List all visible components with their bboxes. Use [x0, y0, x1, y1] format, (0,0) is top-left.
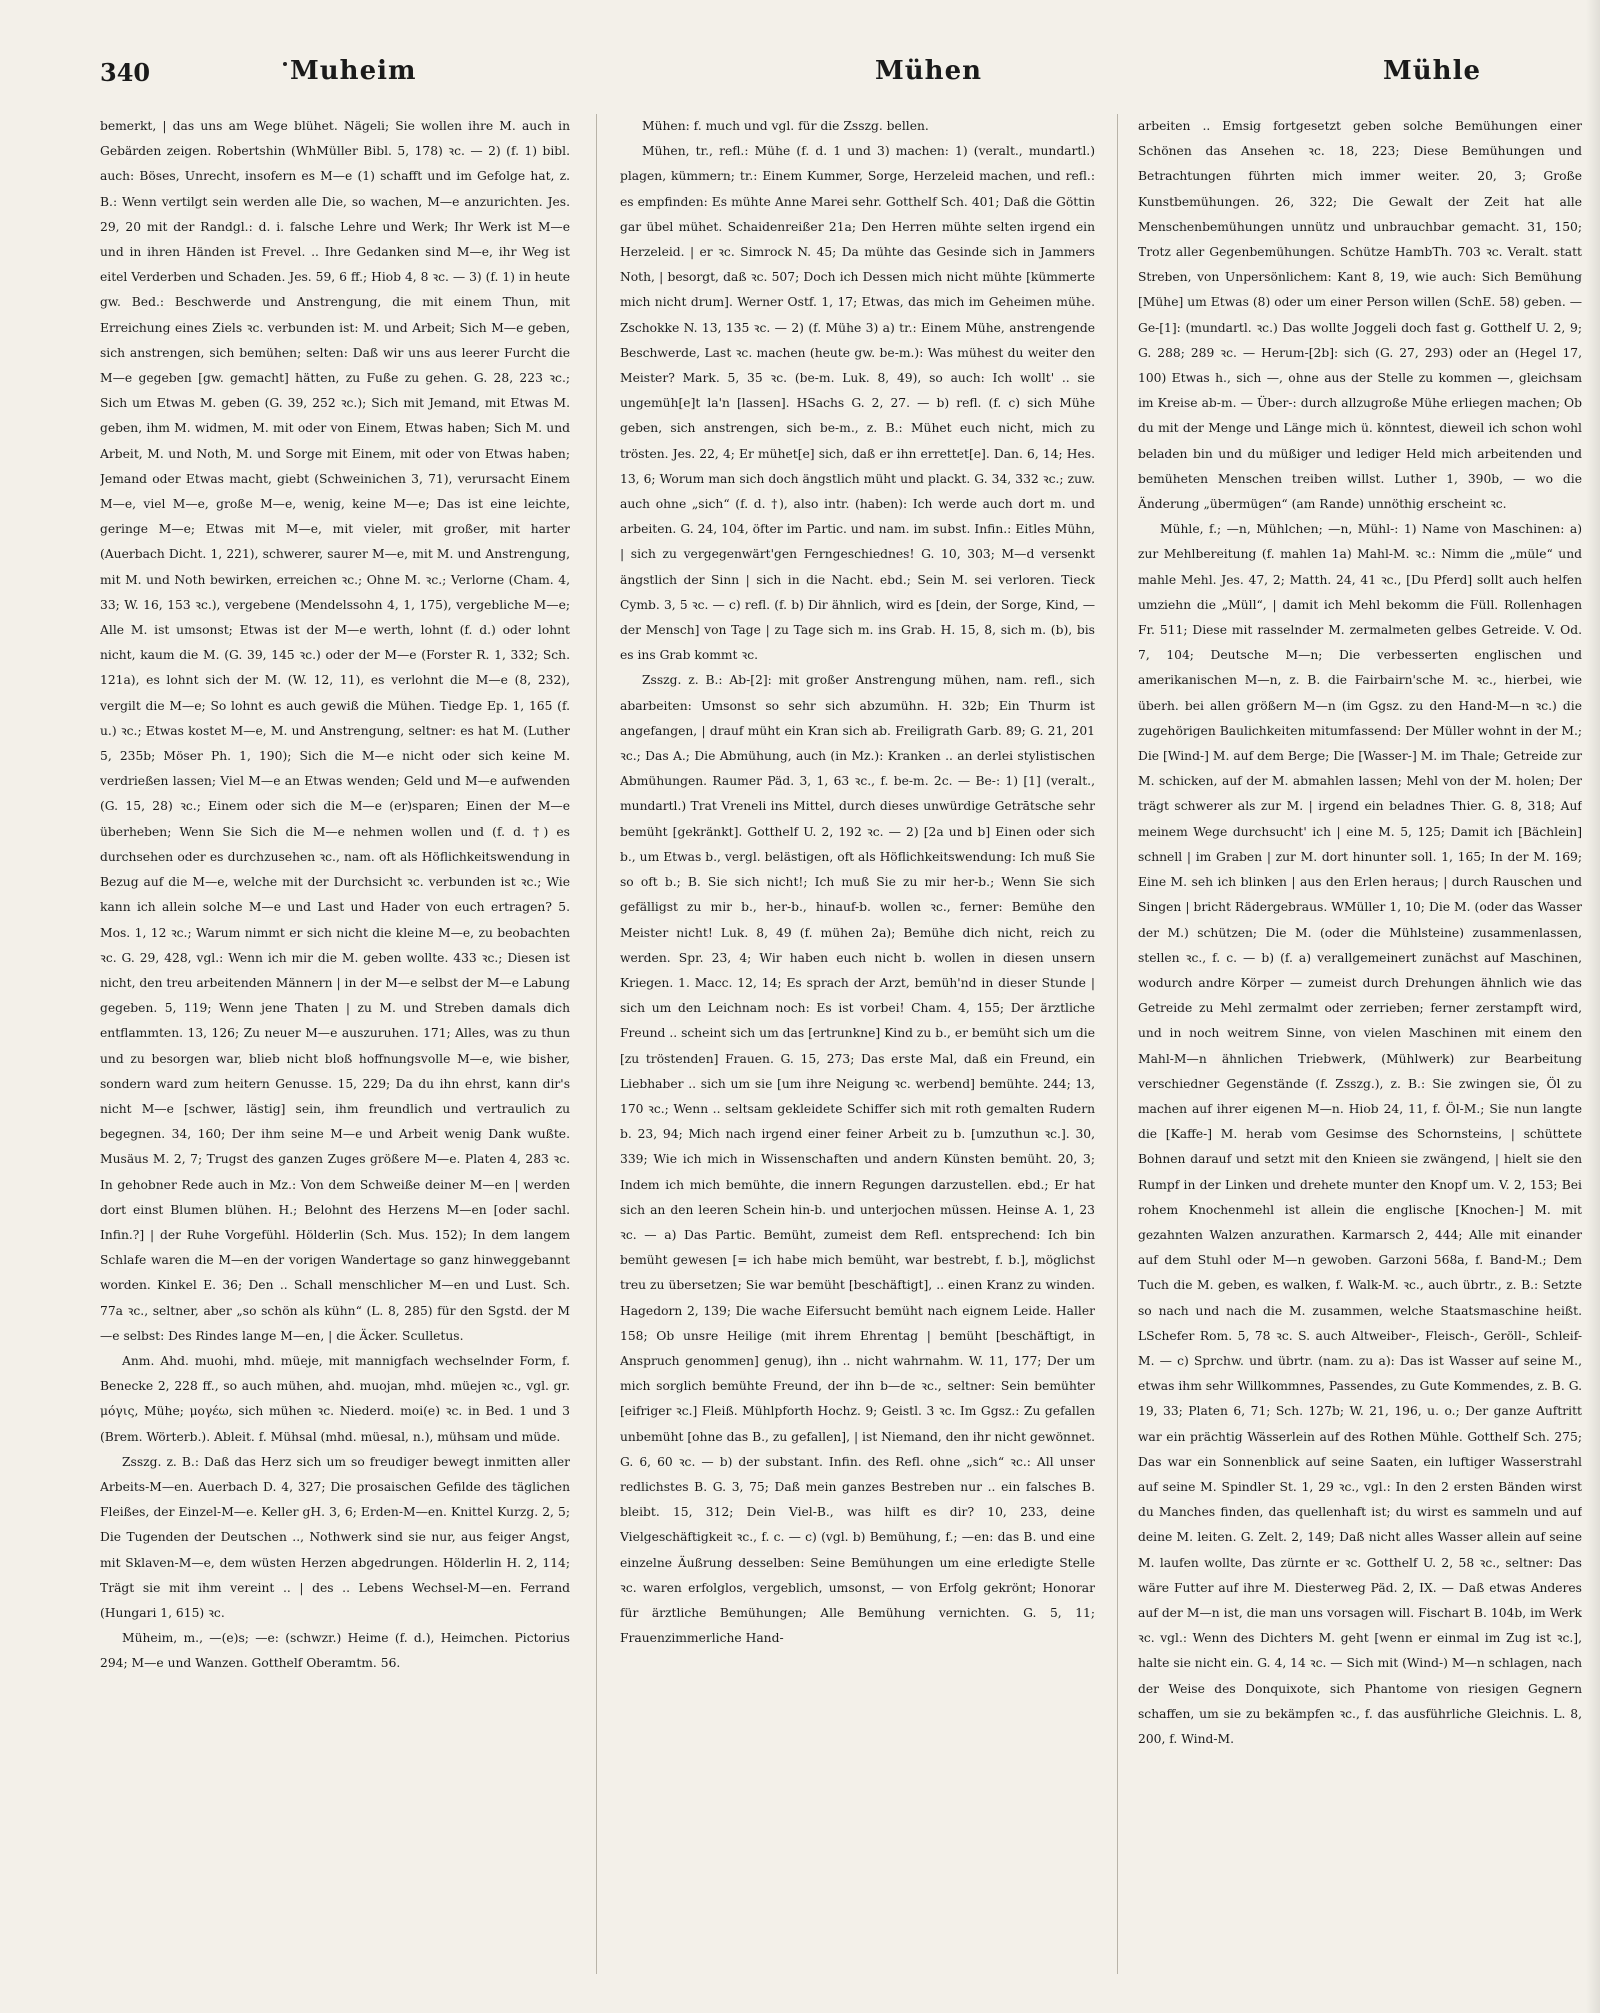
entry-paragraph: Mühle, f.; —n, Mühlchen; —n, Mühl-: 1) Name von Maschinen: a) zur Mehlbereitung (f. mahlen 1a) Mahl-M. ꝛc.: Nimm die „müle“ und mahle Mehl. Jes. 47, 2; Matth. 24, 41 ꝛc., [Du Pferd] sollt auch helfen umziehn die „Müll“, | damit ich Mehl bekomm die Füll. Rollenhagen Fr. 511; Diese mit rasselnder M. zermalmeten gelbes Getreide. V. Od. 7, 104; Deutsche M—n; Die verbesserten englischen und amerikanischen M—n, z. B. die Fairbairn'sche M. ꝛc., hierbei, wie überh. bei allen größern M—n (im Ggsz. zu den Hand-M—n ꝛc.) die zugehörigen Baulichkeiten mitumfassend: Der Müller wohnt in der M.; Die [Wind-] M. auf dem Berge; Die [Wasser-] M. im Thale; Getreide zur M. schicken, auf der M. abmahlen lassen; Mehl von der M. holen; Der trägt schwerer als zur M. | irgend ein beladnes Thier. G. 8, 318; Auf meinem Wege durchsucht' ich | eine M. 5, 125; Damit ich [Bächlein] schnell | im Graben | zur M. dort hinunter soll. 1, 165; In der M. 169; Eine M. seh ich blinken | aus den Erlen heraus; | durch Rauschen und Singen | bricht Rädergebraus. WMüller 1, 10; Die M. (oder das Wasser der M.) schützen; Die M. (oder die Mühlsteine) zusammenlassen, stellen ꝛc., f. c. — b) (f. a) verallgemeinert zunächst auf Maschinen, wodurch andre Körper — zumeist durch Drehungen ähnlich wie das Getreide zu Mehl zermalmt oder zerrieben; ferner zerstampft wird, und in noch weitrem Sinne, von vielen Maschinen mit einem den Mahl-M—n ähnlichen Triebwerk, (Mühlwerk) zur Bearbeitung verschiedner Gegenstände (f. Zsszg.), z. B.: Sie zwingen sie, Öl zu machen auf ihrer eigenen M—n. Hiob 24, 11, f. Öl-M.; Sie nun langte die [Kaffe-] M. herab vom Gesimse des Schornsteins, | schüttete Bohnen darauf und setzt mit den Knieen sie zwängend, | hielt sie den Rumpf in der Linken und drehete munter den Knopf um. V. 2, 153; Bei rohem Knochenmehl ist allein die englische [Knochen-] M. mit gezahnten Walzen anzurathen. Karmarsch 2, 444; Alle mit einander auf dem Stuhl oder M—n gewoben. Garzoni 568a, f. Band-M.; Dem Tuch die M. geben, es walken, f. Walk-M. ꝛc., auch übrtr., z. B.: Setzte so nach und nach die M. zusammen, welche Staatsmaschine heißt. LSchefer Rom. 5, 78 ꝛc. S. auch Altweiber-, Fleisch-, Geröll-, Schleif-M. — c) Sprchw. und übrtr. (nam. zu a): Das ist Wasser auf seine M., etwas ihm sehr Willkommnes, Passendes, zu Gute Kommendes, z. B. G. 19, 33; Platen 6, 71; Sch. 127b; W. 21, 196, u. o.; Der ganze Auftritt war ein prächtig Wässerlein auf des Rothen Mühle. Gotthelf Sch. 275; Das war ein Sonnenblick auf seine Saaten, ein luftiger Wasserstrahl auf seine M. Spindler St. 1, 29 ꝛc., vgl.: In den 2 ersten Bänden wirst du Manches finden, das quellenhaft ist; du wirst es sammeln und auf deine M. leiten. G. Zelt. 2, 149; Daß nicht alles Wasser allein auf seine M. laufen wollte, Das zürnte er ꝛc. Gotthelf U. 2, 58 ꝛc., seltner: Das wäre Futter auf ihre M. Diesterweg Päd. 2, IX. — Daß etwas Anderes auf der M—n ist, die man uns vorsagen will. Fischart B. 104b, im Werk ꝛc. vgl.: Wenn des Dichters M. geht [wenn er einmal im Zug ist ꝛc.], halte sie nicht ein. G. 4, 14 ꝛc. — Sich mit (Wind-) M—n schlagen, nach der Weise des Donquixote, sich Phantome von riesigen Gegnern schaffen, um sie zu bekämpfen ꝛc., f. das ausführliche Gleichnis. L. 8, 200, f. Wind-M.: [1138, 522, 1582, 1746]
entry-paragraph: Zsszg. z. B.: Ab-[2]: mit großer Anstrengung mühen, nam. refl., sich abarbeiten: Umsonst so sehr sich abzumühn. H. 32b; Ein Thurm ist angefangen, | drauf müht ein Kran sich ab. Freiligrath Garb. 89; G. 21, 201 ꝛc.; Das A.; Die Abmühung, auch (in Mz.): Kranken .. an derlei stylistischen Abmühungen. Raumer Päd. 3, 1, 63 ꝛc., f. be-m. 2c. — Be-: 1) [1] (veralt., mundartl.) Trat Vreneli ins Mittel, durch dieses unwürdige Getrātsche sehr bemüht [gekränkt]. Gotthelf U. 2, 192 ꝛc. — 2) [2a und b] Einen oder sich b., um Etwas b., vergl. belästigen, oft als Höflichkeitswendung: Ich muß Sie so oft b.; B. Sie sich nicht!; Ich muß Sie zu mir her-b.; Wenn Sie sich gefälligst zu mir b., her-b., hinauf-b. wollen ꝛc., ferner: Bemühe den Meister nicht! Luk. 8, 49 (f. mühen 2a); Bemühe dich nicht, reich zu werden. Spr. 23, 4; Wir haben euch nicht b. wollen in diesen unsern Kriegen. 1. Macc. 12, 14; Es sprach der Arzt, bemüh'nd in dieser Stunde | sich um den Leichnam noch: Es ist vorbei! Cham. 4, 155; Der ärztliche Freund .. scheint sich um das [ertrunkne] Kind zu b., er bemüht sich um die [zu tröstenden] Frauen. G. 15, 273; Das erste Mal, daß ein Freund, ein Liebhaber .. sich um sie [um ihre Neigung ꝛc. werbend] bemühte. 244; 13, 170 ꝛc.; Wenn .. seltsam gekleidete Schiffer sich mit roth gemalten Rudern b. 23, 94; Mich nach irgend einer feiner Arbeit zu b. [umzuthun ꝛc.]. 30, 339; Wie ich mich in Wissenschaften und andern Künsten bemüht. 20, 3; Indem ich mich bemühte, die innern Regungen darzustellen. ebd.; Er hat sich an den leeren Schein hin-b. und unterjochen müssen. Heinse A. 1, 23 ꝛc. — a) Das Partic. Bemüht, zumeist dem Refl. entsprechend: Ich bin bemüht gewesen [= ich habe mich bemüht, war bestrebt, f. b.], möglichst treu zu übersetzen; Sie war bemüht [beschäftigt], .. einen Kranz zu winden. Hagedorn 2, 139; Die wache Eifersucht bemüht nach eignem Leide. Haller 158; Ob unsre Heilige (mit ihrem Ehrentag | bemüht [beschäftigt, in Anspruch genommen] genug), ihn .. nicht wahrnahm. W. 11, 177; Der um mich sorglich bemühte Freund, der ihn b—de ꝛc., seltner: Sein bemühter [eifriger ꝛc.] Fleiß. Mühlpforth Hochz. 9; Geistl. 3 ꝛc. Im Ggsz.: Zu gefallen unbemüht [ohne das B., zu gefallen], | ist Niemand, den ihr nicht gewönnet. G. 6, 60 ꝛc. — b) der substant. Infin. des Refl. ohne „sich“ ꝛc.: All unser redlichstes B. G. 3, 75; Daß mein ganzes Bestreben nur .. ein falsches B. bleibt. 15, 312; Dein Viel-B., was hilft es dir? 10, 233, deine Vielgeschäftigkeit ꝛc., f. c. — c) (vgl. b) Bemühung, f.; —en: das B. und eine einzelne Äußrung desselben: Seine Bemühungen um eine erledigte Stelle ꝛc. waren erfolglos, vergeblich, umsonst, — von Erfolg gekrönt; Honorar für ärztliche Bemühungen; Alle Bemühung vernichten. G. 5, 11; Frauenzimmerliche Hand-: [620, 673, 1095, 1646]
left-catchword: Muheim: [290, 56, 417, 86]
center-catchword: Mühen: [875, 56, 983, 86]
entry-paragraph: Anm. Ahd. muohi, mhd. müeje, mit mannigfach wechselnder Form, f. Benecke 2, 228 ff., so auch mühen, ahd. muojan, mhd. müejen ꝛc., vgl. gr. μόγις, Mühe; μογέω, sich mühen ꝛc. Niederd. moi(e) ꝛc. in Bed. 1 und 3 (Brem. Wörterb.). Ableit. f. Mühsal (mhd. müesal, n.), mühsam und müde.: [100, 1353, 570, 1444]
entry-paragraph: Müheim, m., —(e)s; —e: (schwzr.) Heime (f. d.), Heimchen. Pictorius 294; M—e und Wanzen. Gotthelf Oberamtm. 56.: [100, 1631, 570, 1671]
column-rule: [1117, 114, 1118, 1974]
page-header: [100, 52, 1520, 92]
entry-paragraph: Mühen: f. much und vgl. für die Zsszg. bellen.: [642, 119, 929, 133]
column-rule: [596, 114, 597, 1974]
page-number: 340: [100, 58, 151, 87]
page-edge-shadow: [1586, 0, 1600, 2013]
column-1: [100, 114, 570, 1984]
right-catchword: Mühle: [1383, 56, 1482, 86]
entry-paragraph: Mühen, tr., refl.: Mühe (f. d. 1 und 3) machen: 1) (veralt., mundartl.) plagen, kümmern; tr.: Einem Kummer, Sorge, Herzeleid machen, und refl.: es empfinden: Es mühte Anne Marei sehr. Gotthelf Sch. 401; Daß die Göttin gar übel mühet. Schaidenreißer 21a; Den Herren mühte selten irgend ein Herzeleid. | er ꝛc. Simrock N. 45; Da mühte das Gesinde sich in Jammers Noth, | besorgt, daß ꝛc. 507; Doch ich Dessen mich nicht mühte [kümmerte mich nicht drum]. Werner Ostf. 1, 17; Etwas, das mich im Geheimen mühe. Zschokke N. 13, 135 ꝛc. — 2) (f. Mühe 3) a) tr.: Einem Mühe, anstrengende Beschwerde, Last ꝛc. machen (heute gw. be-m.): Was mühest du weiter den Meister? Mark. 5, 35 ꝛc. (be-m. Luk. 8, 49), so auch: Ich wollt' .. sie ungemüh[e]t la'n [lassen]. HSachs G. 2, 27. — b) refl. (f. c) sich Mühe geben, sich anstrengen, sich be-m., z. B.: Mühet euch nicht, mich zu trösten. Jes. 22, 4; Er mühet[e] sich, daß er ihn errettet[e]. Dan. 6, 14; Hes. 13, 6; Worum man sich doch ängstlich müht und plackt. G. 34, 332 ꝛc.; zuw. auch ohne „sich“ (f. d. †), also intr. (haben): Ich werde auch dort m. und arbeiten. G. 24, 104, öfter im Partic. und nam. im subst. Infin.: Eitles Mühn, | sich zu vergegenwärt'gen Ferngeschiednes! G. 10, 303; M—d versenkt ängstlich der Sinn | sich in die Nacht. ebd.; Sein M. sei verloren. Tieck Cymb. 3, 5 ꝛc. — c) refl. (f. b) Dir ähnlich, wird es [dein, der Sorge, Kind, — der Mensch] von Tage | zu Tage sich m. ins Grab. H. 15, 8, sich m. (b), bis es ins Grab kommt ꝛc.: [620, 144, 1095, 663]
print-mark: [283, 62, 287, 66]
entry-paragraph: bemerkt, | das uns am Wege blühet. Nägeli; Sie wollen ihre M. auch in Gebärden zeigen. Robertshin (WhMüller Bibl. 5, 178) ꝛc. — 2) (f. 1) bibl. auch: Böses, Unrecht, insofern es M—e (1) schafft und im Gefolge hat, z. B.: Wenn vertilgt sein werden alle Die, so wachen, M—e anzurichten. Jes. 29, 20 mit der Randgl.: d. i. falsche Lehre und Werk; Ihr Werk ist M—e und in ihren Händen ist Frevel. .. Ihre Gedanken sind M—e, ihr Weg ist eitel Verderben und Schaden. Jes. 59, 6 ff.; Hiob 4, 8 ꝛc. — 3) (f. 1) in heute gw. Bed.: Beschwerde und Anstrengung, die mit einem Thun, mit Erreichung eines Ziels ꝛc. verbunden ist: M. und Arbeit; Sich M—e geben, sich anstrengen, sich bemühen; selten: Daß wir uns aus leerer Furcht die M—e gegeben [gw. gemacht] hätten, zu Fuße zu gehen. G. 28, 223 ꝛc.; Sich um Etwas M. geben (G. 39, 252 ꝛc.); Sich mit Jemand, mit Etwas M. geben, ihm M. widmen, M. mit oder von Einem, Etwas haben; Sich M. und Arbeit, M. und Noth, M. und Sorge mit Einem, mit oder von Etwas haben; Jemand oder Etwas macht, giebt (Schweinichen 3, 71), verursacht Einem M—e, viel M—e, große M—e, wenig, keine M—e; Das ist eine leichte, geringe M—e; Etwas mit M—e, mit vieler, mit großer, mit harter (Auerbach Dicht. 1, 221), schwerer, saurer M—e, mit M. und Anstrengung, mit M. und Noth bewirken, erreichen ꝛc.; Ohne M. ꝛc.; Verlorne (Cham. 4, 33; W. 16, 153 ꝛc.), vergebene (Mendelssohn 4, 1, 175), vergebliche M—e; Alle M. ist umsonst; Etwas ist der M—e werth, lohnt (f. d.) oder lohnt nicht, kaum die M. (G. 39, 145 ꝛc.) oder der M—e (Forster R. 1, 332; Sch. 121a), es lohnt sich der M. (W. 12, 11), es verlohnt die M—e (8, 232), vergilt die M—e; So lohnt es auch gewiß die Mühen. Tiedge Ep. 1, 165 (f. u.) ꝛc.; Etwas kostet M—e, M. und Anstrengung, seltner: es hat M. (Luther 5, 235b; Möser Ph. 1, 190); Sich die M—e nicht oder sich keine M. verdrießen lassen; Viel M—e an Etwas wenden; Geld und M—e aufwenden (G. 15, 28) ꝛc.; Einem oder sich die M—e (er)sparen; Einen der M—e überheben; Wenn Sie Sich die M—e nehmen wollen und (f. d. †) es durchsehen oder es durchzusehen ꝛc., nam. oft als Höflichkeitswendung in Bezug auf die M—e, welche mit der Durchsicht ꝛc. verbunden ist ꝛc.; Wie kann ich allein solche M—e und Last und Hader von euch ertragen? 5. Mos. 1, 12 ꝛc.; Warum nimmt er sich nicht die kleine M—e, zu beobachten ꝛc. G. 29, 428, vgl.: Wenn ich mir die M. geben wollte. 433 ꝛc.; Diesen ist nicht, den treu arbeitenden Männern | in der M—e selbst der M—e Labung gegeben. 5, 119; Wenn jene Thaten | zu M. und Streben damals dich entflammten. 13, 126; Zu neuer M—e auszuruhen. 171; Alles, was zu thun und zu besorgen war, blieb nicht bloß hoffnungsvolle M—e, wie bisher, sondern ward zum heitern Genusse. 15, 229; Da du ihn ehrst, kann dir's nicht M—e [schwer, lästig] sein, ihm freundlich und vertraulich zu begegnen. 34, 160; Der ihm seine M—e und Arbeit wenig Dank wußte. Musäus M. 2, 7; Trugst des ganzen Zuges größere M—e. Platen 4, 283 ꝛc. In gehobner Rede auch in Mz.: Von dem Schweiße deiner M—en | werden dort einst Blumen blühen. H.; Belohnt des Herzens M—en [oder sachl. Infin.?] | der Ruhe Vorgefühl. Hölderlin (Sch. Mus. 152); In dem langem Schlafe waren die M—en der vorigen Wandertage so ganz hinweggebannt worden. Kinkel E. 36; Den .. Schall menschlicher M—en und Lust. Sch. 77a ꝛc., seltner, aber „so schön als kühn“ (L. 8, 285) für den Sgstd. der M—e selbst: Des Rindes lange M—en, | die Äcker. Sculletus.: [100, 119, 570, 1343]
entry-paragraph: arbeiten .. Emsig fortgesetzt geben solche Bemühungen einer Schönen das Ansehen ꝛc. 18, 223; Diese Bemühungen und Betrachtungen führten mich immer weiter. 20, 3; Große Kunstbemühungen. 26, 322; Die Gewalt der Zeit hat alle Menschenbemühungen unnütz und unbrauchbar gemacht. 31, 150; Trotz aller Gegenbemühungen. Schütze HambTh. 703 ꝛc. Veralt. statt Streben, von Unpersönlichem: Kant 8, 19, wie auch: Sich Bemühung [Mühe] um Etwas (8) oder um einer Person willen (SchE. 58) geben. — Ge-[1]: (mundartl. ꝛc.) Das wollte Joggeli doch fast g. Gotthelf U. 2, 9; G. 288; 289 ꝛc. — Herum-[2b]: sich (G. 27, 293) oder an (Hegel 17, 100) Etwas h., sich —, ohne aus der Stelle zu kommen —, gleichsam im Kreise ab-m. — Über-: durch allzugroße Mühe erliegen machen; Ob du mit der Menge und Länge mich ü. könntest, dieweil ich schon wohl beladen bin und du müßiger und lediger Held mich arbeitenden und bemüheten Menschen treiben willst. Luther 1, 390b, — wo die Änderung „übermügen“ (am Rande) unnöthig erscheint ꝛc.: [1138, 119, 1582, 512]
column-3: [1138, 114, 1582, 1984]
column-2: [620, 114, 1095, 1984]
entry-paragraph: Zsszg. z. B.: Daß das Herz sich um so freudiger bewegt inmitten aller Arbeits-M—en. Auerbach D. 4, 327; Die prosaischen Gefilde des täglichen Fleißes, der Einzel-M—e. Keller gH. 3, 6; Erden-M—en. Knittel Kurzg. 2, 5; Die Tugenden der Deutschen .., Nothwerk sind sie nur, aus feiger Angst, mit Sklaven-M—e, dem wüsten Herzen abgedrungen. Hölderlin H. 2, 114; Trägt sie mit ihm vereint .. | des .. Lebens Wechsel-M—en. Ferrand (Hungari 1, 615) ꝛc.: [100, 1454, 570, 1620]
